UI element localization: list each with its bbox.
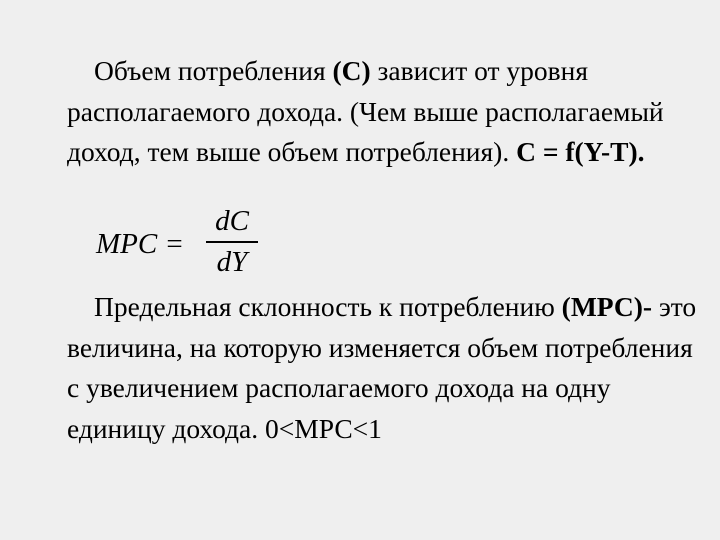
mpc-fraction xyxy=(206,206,258,277)
consumption-text-body: зависит от уровня располагаемого дохода. (Чем выше располагаемый доход, тем выше объем потребления). xyxy=(67,55,664,167)
mpc-definition-paragraph xyxy=(67,287,707,449)
mpc-formula-lhs: MPC = xyxy=(96,228,185,260)
mpc-definition-text-body: это величина, на которую изменяется объем потребления с увеличением располагаемого дохода на одну единицу дохода. 0<МРС<1 xyxy=(67,291,697,444)
consumption-paragraph xyxy=(67,51,707,173)
consumption-symbol: (С) xyxy=(332,55,371,86)
fraction-bar xyxy=(206,241,258,243)
mpc-numerator: dC xyxy=(215,205,249,237)
consumption-text-start: Объем потребления xyxy=(94,55,333,86)
mpc-denominator: dY xyxy=(216,245,248,278)
mpc-definition-text-start: Предельная склонность к потреблению xyxy=(94,291,562,322)
mpc-symbol: (МРС)- xyxy=(561,291,653,322)
consumption-function: C = f(Y-T). xyxy=(516,136,645,167)
